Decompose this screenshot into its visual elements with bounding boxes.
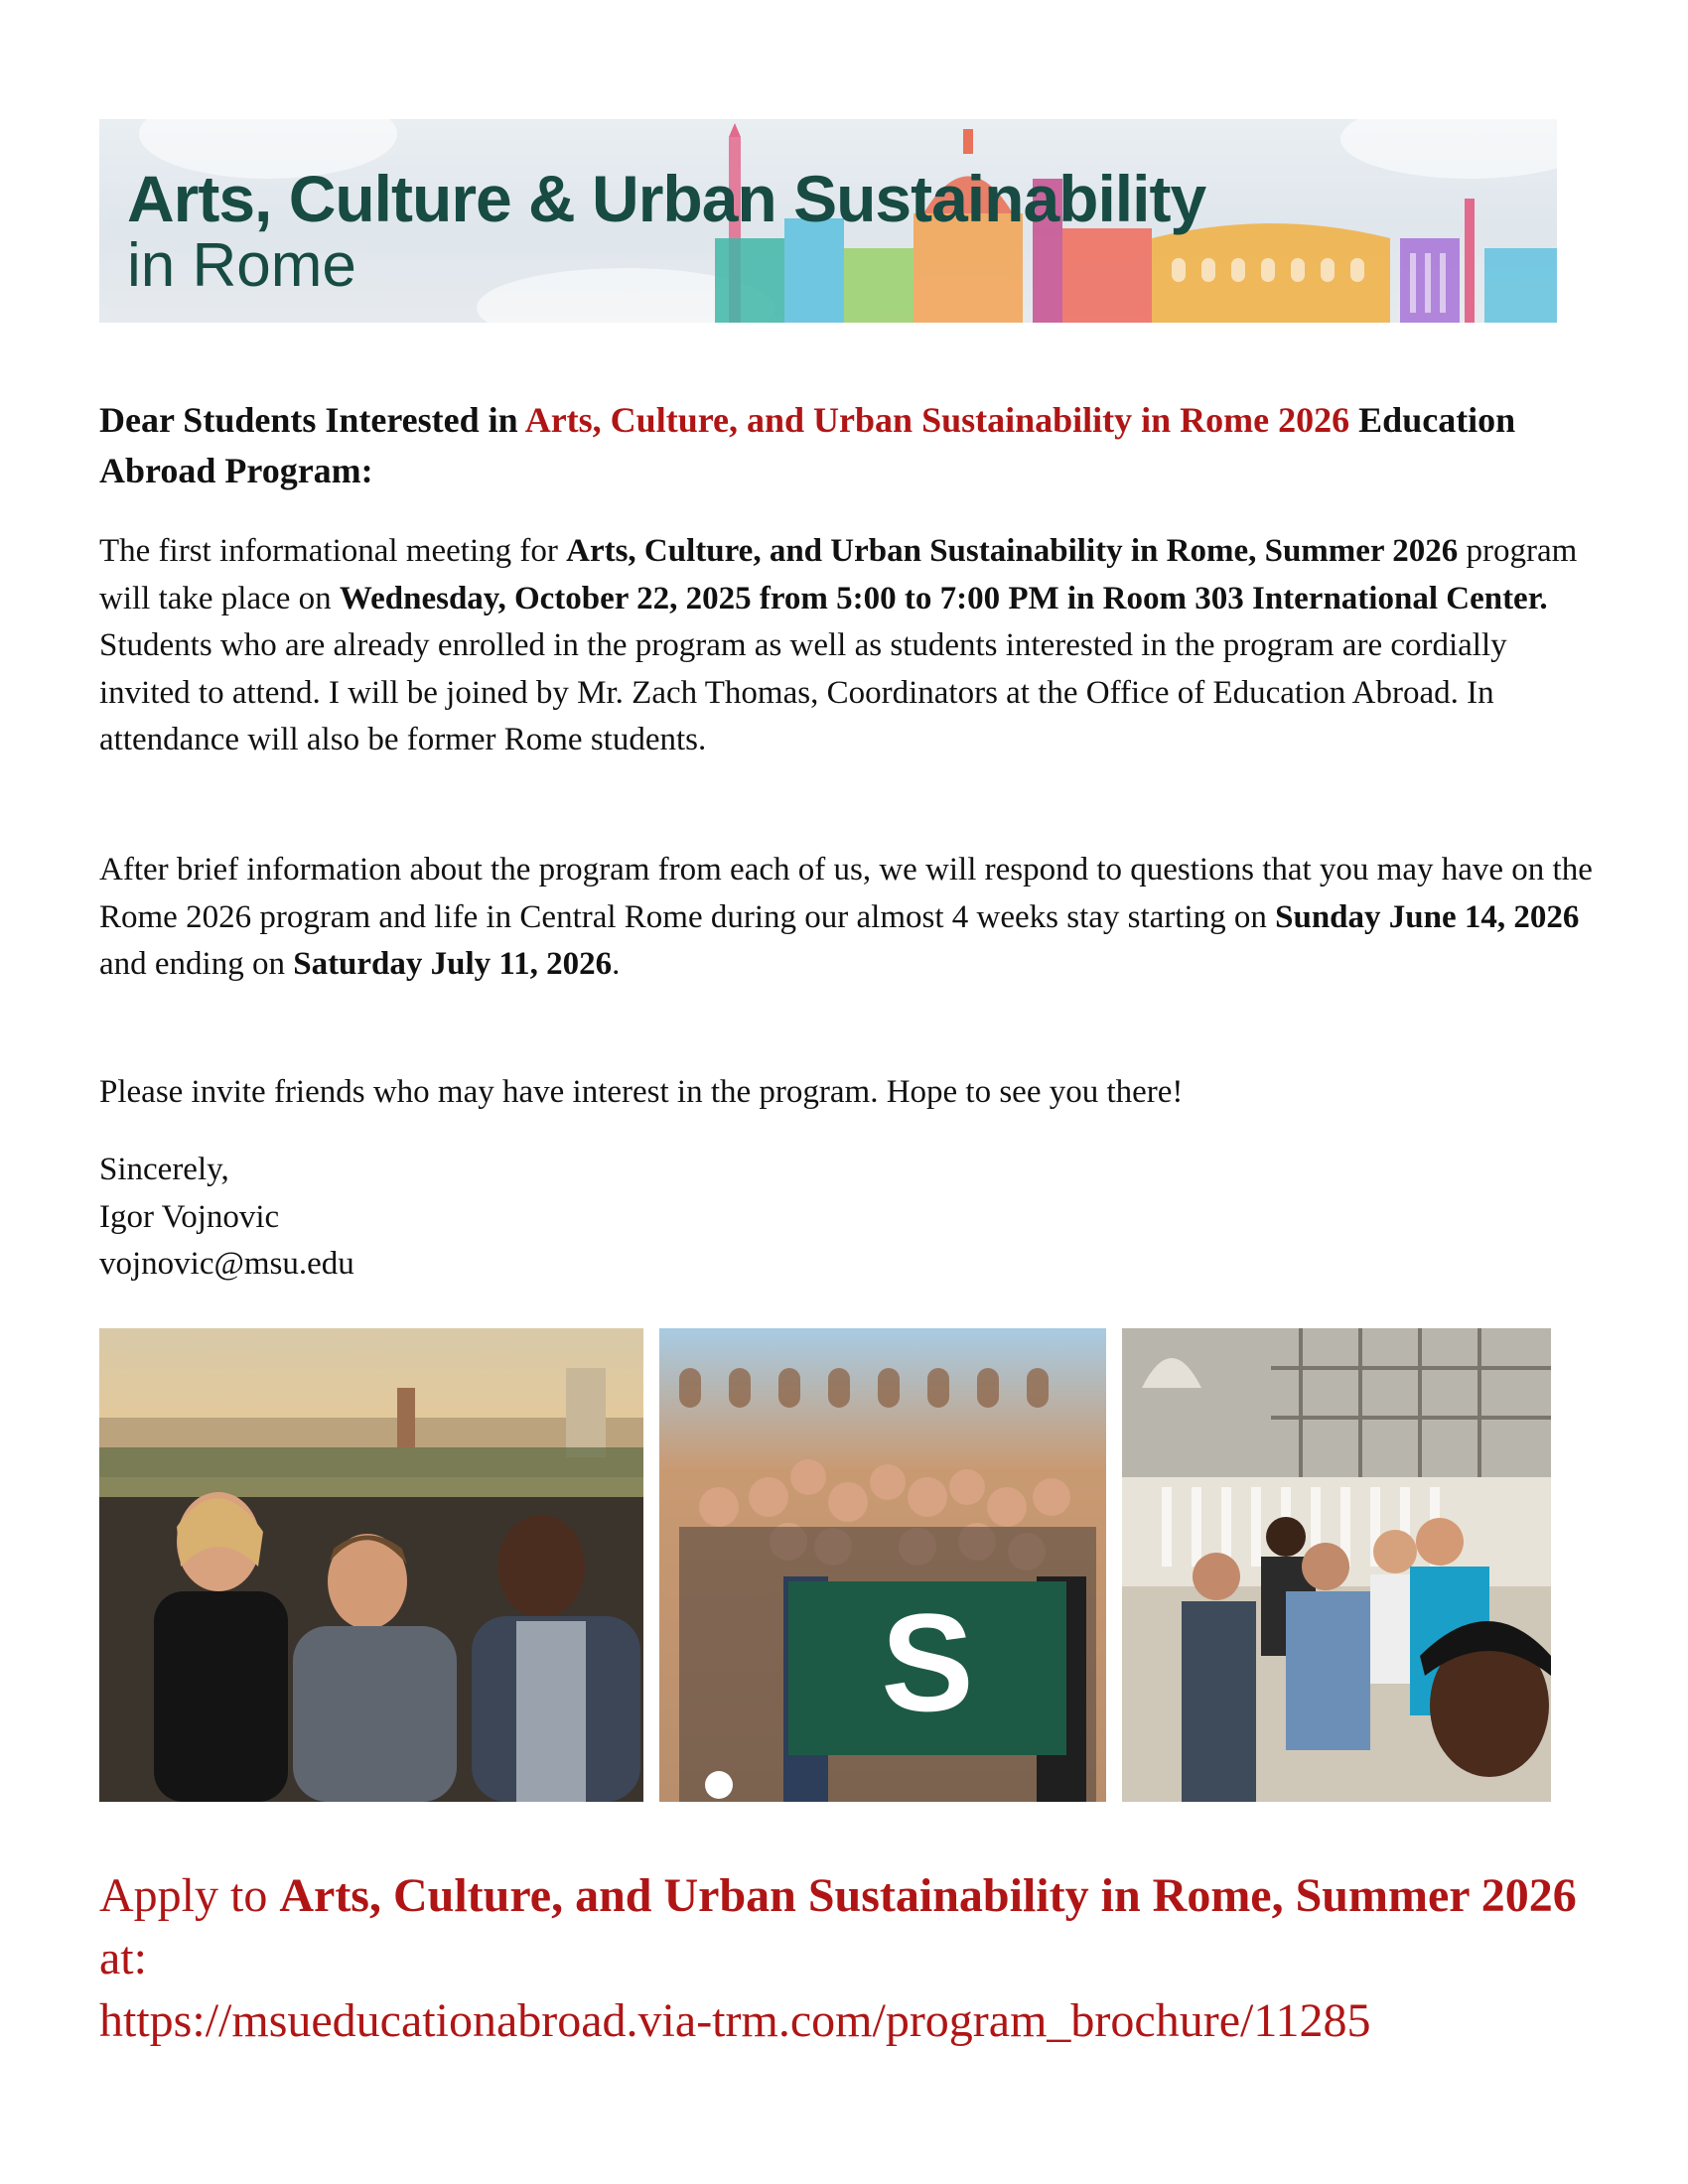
p1-text-2: program will take place on: [99, 533, 1578, 616]
greeting-program-name: Arts, Culture, and Urban Sustainability in Rome 2026: [524, 400, 1350, 440]
flag-letter: S: [881, 1584, 974, 1740]
header-banner: [99, 119, 1557, 323]
apply-prefix: Apply to: [99, 1869, 280, 1922]
signature-closing: Sincerely,: [99, 1152, 229, 1187]
p1-meeting-details: Wednesday, October 22, 2025 from 5:00 to 7:00 PM in Room 303 International Center.: [339, 580, 1548, 616]
apply-url-link[interactable]: https://msueducationabroad.via-trm.com/program_brochure/11285: [99, 1994, 1371, 2047]
greeting-suffix: Education Abroad Program:: [99, 400, 1516, 490]
apply-heading: [99, 1864, 1609, 1989]
invite-paragraph: Please invite friends who may have interest in the program. Hope to see you there!: [99, 1074, 1184, 1110]
p2-text-1: After brief information about the program from each of us, we will respond to questions that you may have on the Rome 2026 program and life in Central Rome during our almost 4 weeks stay starting on: [99, 852, 1593, 935]
apply-suffix: at:: [99, 1932, 147, 1984]
p1-text-1: The first informational meeting for: [99, 533, 567, 569]
p2-start-date: Sunday June 14, 2026: [1275, 898, 1580, 935]
p2-end-date: Saturday July 11, 2026: [293, 946, 613, 982]
p2-text-2: and ending on: [99, 946, 294, 982]
apply-block: [99, 1864, 1609, 2052]
p2-text-3: .: [612, 946, 621, 982]
p1-text-3: Students who are already enrolled in the program as well as students interested in the program are cordially invited to attend. I will be joined by Mr. Zach Thomas, Coordinators at the Office of Education Abroad. In attendance will also be former Rome students.: [99, 627, 1507, 757]
banner-title: Arts, Culture & Urban Sustainability: [127, 162, 1206, 235]
apply-program-name: Arts, Culture, and Urban Sustainability in Rome, Summer 2026: [279, 1869, 1577, 1922]
photo-rooftop-students: [99, 1328, 643, 1802]
photo-colosseum-group-flag: [659, 1328, 1106, 1802]
greeting: [99, 395, 1599, 496]
signature-name: Igor Vojnovic: [99, 1198, 280, 1235]
signature-block: [99, 1147, 1599, 1289]
photo-steps-group: [1122, 1328, 1551, 1802]
program-dates-paragraph: [99, 847, 1599, 989]
banner-subtitle: in Rome: [127, 231, 356, 300]
meeting-paragraph: [99, 528, 1599, 764]
greeting-prefix: Dear Students Interested in: [99, 400, 525, 440]
p1-program-name: Arts, Culture, and Urban Sustainability in Rome, Summer 2026: [566, 533, 1459, 569]
signature-email[interactable]: vojnovic@msu.edu: [99, 1246, 354, 1282]
